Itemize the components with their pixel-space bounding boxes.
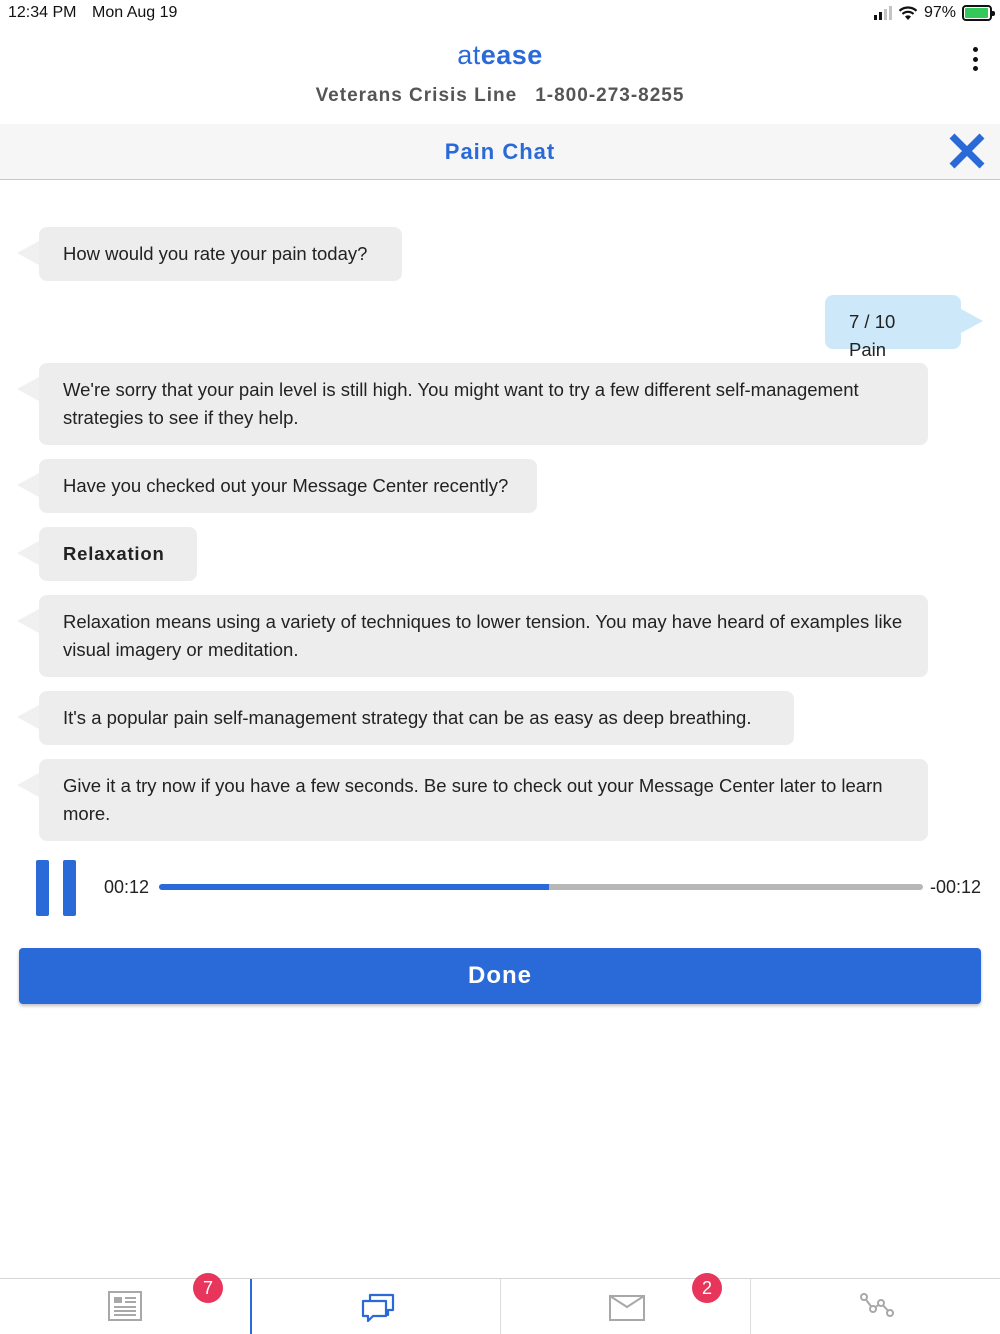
tab-trends[interactable]	[750, 1279, 1000, 1334]
status-bar	[0, 0, 1000, 28]
chat-message-bot: Have you checked out your Message Center recently?	[39, 459, 537, 513]
chat-message-bot: We're sorry that your pain level is still high. You might want to try a few different self-management strategies to see if they help.	[39, 363, 928, 445]
trends-icon	[859, 1291, 895, 1319]
chat-message-bot: It's a popular pain self-management strategy that can be as easy as deep breathing.	[39, 691, 794, 745]
mail-icon	[609, 1295, 645, 1321]
audio-progress-bar[interactable]	[159, 884, 923, 890]
audio-remaining-time: -00:12	[930, 877, 982, 897]
tab-chat[interactable]	[250, 1279, 500, 1334]
cellular-signal-icon	[874, 6, 892, 20]
chat-message-heading: Relaxation	[39, 527, 197, 581]
chat-title-bar	[0, 124, 1000, 180]
chat-message-user: 7 / 10 Pain	[825, 295, 961, 349]
logo-at: at	[457, 40, 481, 70]
status-date: Mon Aug 19	[92, 4, 178, 21]
chat-message-bot: Give it a try now if you have a few seconds. Be sure to check out your Message Center later to learn more.	[39, 759, 928, 841]
chat-message-bot: Relaxation means using a variety of techniques to lower tension. You may have heard of examples like visual imagery or meditation.	[39, 595, 928, 677]
close-icon[interactable]	[946, 130, 988, 172]
crisis-line-label: Veterans Crisis Line	[315, 85, 518, 106]
wifi-icon	[898, 6, 918, 21]
battery-percent: 97%	[923, 4, 956, 21]
chat-icon	[360, 1291, 396, 1323]
news-icon	[108, 1291, 142, 1321]
status-indicators	[874, 4, 992, 22]
bottom-tab-bar	[0, 1278, 1000, 1334]
chat-message-bot: How would you rate your pain today?	[39, 227, 402, 281]
done-button[interactable]: Done	[19, 948, 981, 1004]
more-options-icon[interactable]	[962, 44, 988, 74]
audio-progress-fill	[159, 884, 549, 890]
messages-badge: 2	[692, 1273, 722, 1303]
battery-icon	[962, 5, 992, 21]
pause-button[interactable]	[36, 860, 78, 916]
audio-elapsed-time: 00:12	[104, 877, 150, 897]
page-title: Pain Chat	[444, 139, 556, 164]
app-logo	[0, 40, 1000, 71]
logo-ease: ease	[480, 40, 543, 70]
crisis-line[interactable]	[0, 85, 1000, 107]
status-time: 12:34 PM	[8, 4, 77, 21]
news-badge: 7	[193, 1273, 223, 1303]
crisis-line-phone[interactable]: 1-800-273-8255	[535, 85, 685, 106]
